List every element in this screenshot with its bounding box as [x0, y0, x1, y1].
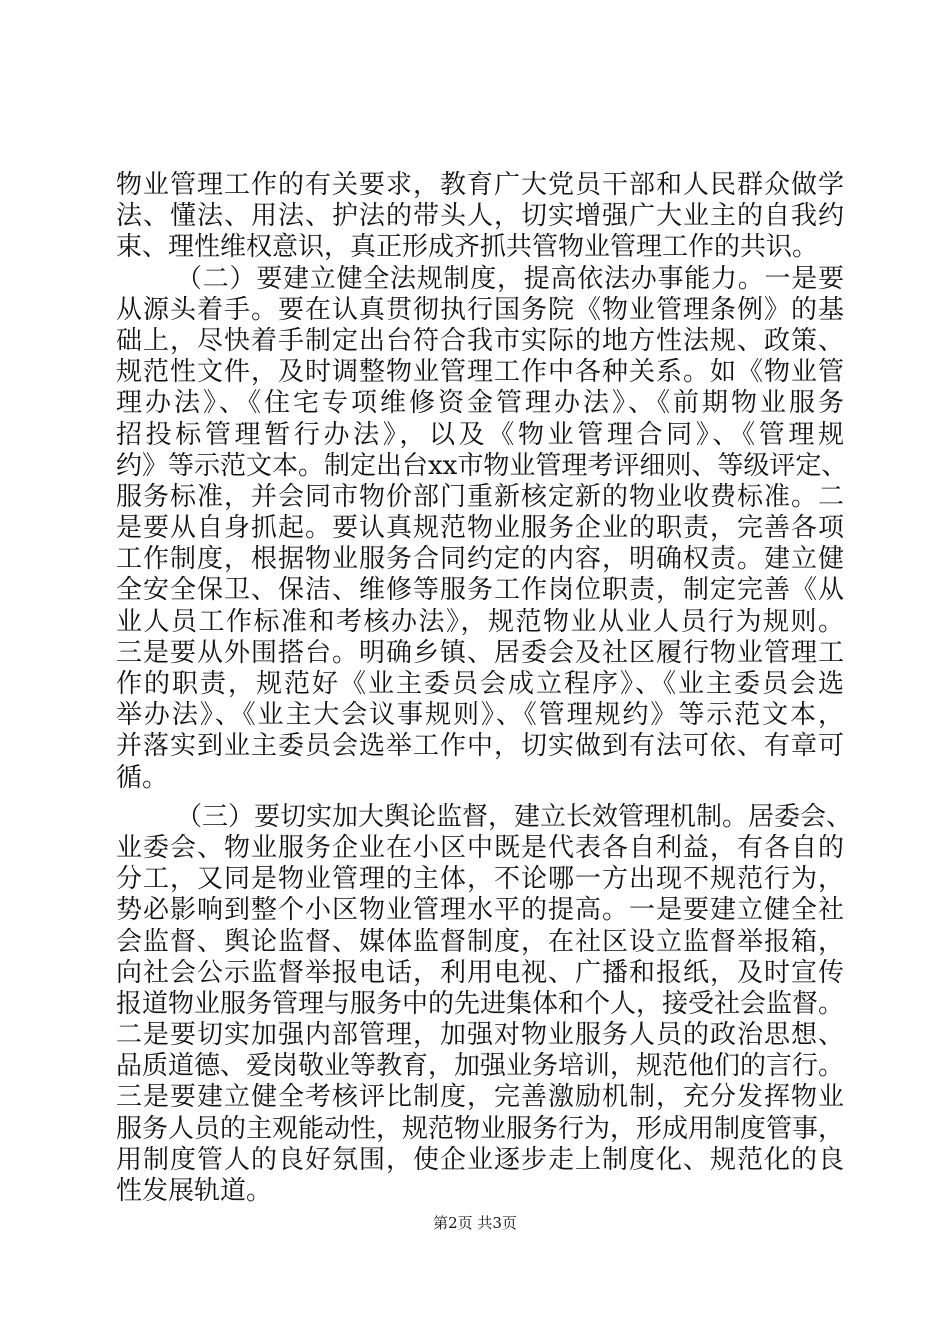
text-line: 业委会、物业服务企业在小区中既是代表各自利益，有各自的	[116, 832, 844, 863]
text-line: 础上，尽快着手制定出台符合我市实际的地方性法规、政策、	[116, 325, 844, 356]
text-line: 三是要建立健全考核评比制度，完善激励机制，充分发挥物业	[116, 1082, 844, 1113]
text-line: 束、理性维权意识，真正形成齐抓共管物业管理工作的共识。	[116, 232, 819, 263]
text-line: 招投标管理暂行办法》，以及《物业管理合同》、《管理规	[116, 419, 844, 450]
text-line: 并落实到业主委员会选举工作中，切实做到有法可依、有章可	[116, 731, 844, 762]
text-line: 向社会公示监督举报电话，利用电视、广播和报纸，及时宣传	[116, 957, 844, 988]
text-line: 业人员工作标准和考核办法》，规范物业从业人员行为规则。	[116, 606, 844, 637]
text-line: 分工，又同是物业管理的主体，不论哪一方出现不规范行为，	[116, 864, 844, 895]
text-line: 法、懂法、用法、护法的带头人，切实增强广大业主的自我约	[116, 201, 844, 232]
text-line: 服务人员的主观能动性，规范物业服务行为，形成用制度管事，	[116, 1113, 845, 1144]
text-line: 品质道德、爱岗敬业等教育，加强业务培训，规范他们的言行。	[116, 1051, 845, 1082]
text-line: 从源头着手。要在认真贯彻执行国务院《物业管理条例》的基	[116, 294, 844, 325]
text-line: 作的职责，规范好《业主委员会成立程序》、《业主委员会选	[116, 669, 844, 699]
text-line: 用制度管人的良好氛围，使企业逐步走上制度化、规范化的良	[116, 1144, 844, 1175]
text-line: 约》等示范文本。制定出台xx市物业管理考评细则、等级评定、	[116, 450, 848, 481]
text-line: 性发展轨道。	[116, 1176, 273, 1206]
text-line: 理办法》、《住宅专项维修资金管理办法》、《前期物业服务	[116, 388, 844, 419]
text-line: 势必影响到整个小区物业管理水平的提高。一是要建立健全社	[116, 895, 844, 926]
text-line: （二）要建立健全法规制度，提高依法办事能力。一是要	[176, 263, 844, 294]
page-footer: 第2页 共3页	[433, 1214, 517, 1232]
text-line: 全安全保卫、保洁、维修等服务工作岗位职责，制定完善《从	[116, 575, 844, 606]
text-line: 报道物业服务管理与服务中的先进集体和个人，接受社会监督。	[116, 988, 845, 1019]
text-line: 三是要从外围搭台。明确乡镇、居委会及社区履行物业管理工	[116, 637, 844, 668]
text-line: （三）要切实加大舆论监督，建立长效管理机制。居委会、	[176, 801, 853, 832]
text-line: 物业管理工作的有关要求，教育广大党员干部和人民群众做学	[116, 170, 844, 200]
text-line: 循。	[116, 762, 169, 793]
paragraph-2	[116, 263, 848, 794]
text-line: 是要从自身抓起。要认真规范物业服务企业的职责，完善各项	[116, 513, 844, 544]
text-line: 工作制度，根据物业服务合同约定的内容，明确权责。建立健	[116, 544, 844, 575]
text-line: 举办法》、《业主大会议事规则》、《管理规约》等示范文本，	[116, 700, 844, 731]
body-text	[116, 170, 853, 1207]
text-line: 服务标准，并会同市物价部门重新核定新的物业收费标准。二	[116, 481, 844, 512]
text-line: 二是要切实加强内部管理，加强对物业服务人员的政治思想、	[116, 1020, 844, 1051]
text-line: 规范性文件，及时调整物业管理工作中各种关系。如《物业管	[116, 357, 844, 388]
paragraph-1	[116, 170, 844, 264]
text-line: 会监督、舆论监督、媒体监督制度，在社区设立监督举报箱，	[116, 926, 844, 957]
paragraph-3	[116, 801, 853, 1207]
